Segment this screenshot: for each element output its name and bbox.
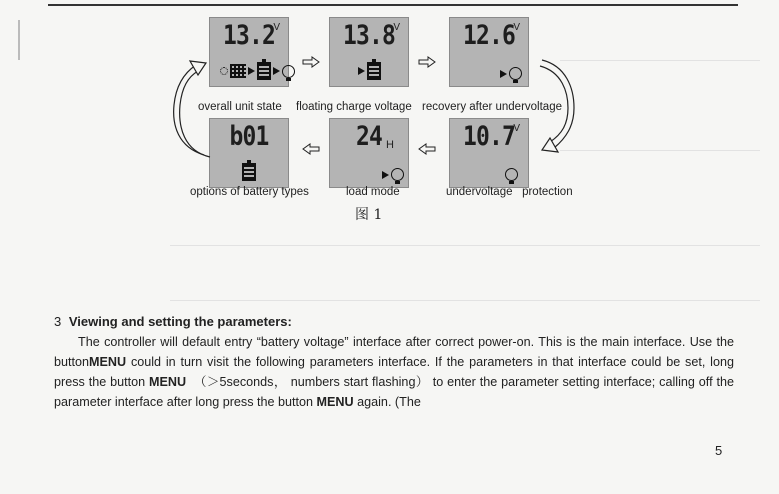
page-number: 5 bbox=[715, 443, 723, 458]
lcd-icons bbox=[498, 67, 522, 80]
arrow-left-icon bbox=[302, 143, 320, 155]
body-paragraph bbox=[54, 332, 734, 412]
lcd-recovery-after-undervoltage bbox=[449, 17, 529, 87]
caption-load-mode: load mode bbox=[346, 186, 400, 198]
bulb-icon bbox=[391, 168, 404, 181]
arrow-right-icon bbox=[500, 70, 507, 78]
lcd-unit: V bbox=[513, 123, 520, 134]
lcd-unit: V bbox=[513, 22, 520, 33]
paragraph-text: （＞5seconds， numbers start flashing） to enter the parameter setting interface; calling off the parameter interface after long press the button bbox=[54, 375, 734, 409]
lcd-floating-charge-voltage bbox=[329, 17, 409, 87]
arrow-right-icon bbox=[382, 171, 389, 179]
paragraph-text: again. (The bbox=[353, 395, 421, 409]
lcd-unit: V bbox=[273, 22, 280, 33]
bleed-line bbox=[170, 245, 760, 246]
lcd-unit: V bbox=[393, 22, 400, 33]
lcd-reading: b01 bbox=[229, 121, 269, 152]
bulb-icon bbox=[282, 65, 295, 78]
paragraph-text: The controller will default entry “battery voltage” interface after correct power-on. This is the main interface. Use the button bbox=[54, 335, 734, 369]
figure-label: 图 1 bbox=[355, 207, 383, 223]
lcd-reading: 12.6 bbox=[463, 20, 515, 51]
caption-overall-unit-state: overall unit state bbox=[198, 101, 282, 113]
lcd-overall-unit-state bbox=[209, 17, 289, 87]
solar-panel-icon bbox=[230, 64, 246, 78]
arrow-right-icon bbox=[273, 67, 280, 75]
sun-icon bbox=[220, 67, 228, 75]
bleed-line bbox=[560, 150, 760, 151]
caption-battery-types: options of battery types bbox=[190, 186, 309, 198]
loop-arrow-left-icon bbox=[170, 55, 214, 165]
menu-keyword: MENU bbox=[316, 395, 354, 409]
battery-icon bbox=[367, 62, 381, 80]
section-heading bbox=[54, 314, 292, 329]
lcd-icons bbox=[220, 62, 295, 80]
battery-icon bbox=[242, 163, 256, 181]
lcd-unit: H bbox=[386, 139, 394, 151]
loop-arrow-right-icon bbox=[536, 52, 580, 162]
margin-mark bbox=[18, 20, 20, 60]
lcd-icons bbox=[380, 168, 404, 181]
lcd-load-mode bbox=[329, 118, 409, 188]
caption-recovery-after-undervoltage: recovery after undervoltage bbox=[422, 101, 562, 113]
lcd-reading: 13.2 bbox=[223, 20, 275, 51]
lcd-reading: 13.8 bbox=[343, 20, 395, 51]
arrow-right-icon bbox=[302, 56, 320, 68]
lcd-battery-type bbox=[209, 118, 289, 188]
bulb-icon bbox=[509, 67, 522, 80]
menu-keyword: MENU bbox=[149, 375, 187, 389]
lcd-reading: 10.7 bbox=[463, 121, 515, 152]
arrow-right-icon bbox=[418, 56, 436, 68]
bleed-line bbox=[560, 60, 760, 61]
caption-undervoltage-protection: undervoltage protection bbox=[446, 186, 573, 198]
lcd-icons bbox=[356, 62, 381, 80]
arrow-right-icon bbox=[358, 67, 365, 75]
bulb-icon bbox=[505, 168, 518, 181]
lcd-undervoltage-protection bbox=[449, 118, 529, 188]
section-number: 3 bbox=[54, 314, 62, 329]
paragraph-text: could in turn visit the following parameters interface. If the parameters in that interface could be set, long press the button bbox=[54, 355, 734, 389]
caption-floating-charge-voltage: floating charge voltage bbox=[296, 101, 412, 113]
lcd-icons bbox=[505, 168, 518, 181]
lcd-icons bbox=[242, 163, 256, 181]
battery-icon bbox=[257, 62, 271, 80]
top-rule bbox=[48, 4, 738, 6]
lcd-reading: 24 bbox=[356, 121, 382, 152]
bleed-line bbox=[170, 300, 760, 301]
menu-keyword: MENU bbox=[89, 355, 127, 369]
arrow-right-icon bbox=[248, 67, 255, 75]
arrow-left-icon bbox=[418, 143, 436, 155]
section-title: Viewing and setting the parameters: bbox=[68, 314, 292, 329]
